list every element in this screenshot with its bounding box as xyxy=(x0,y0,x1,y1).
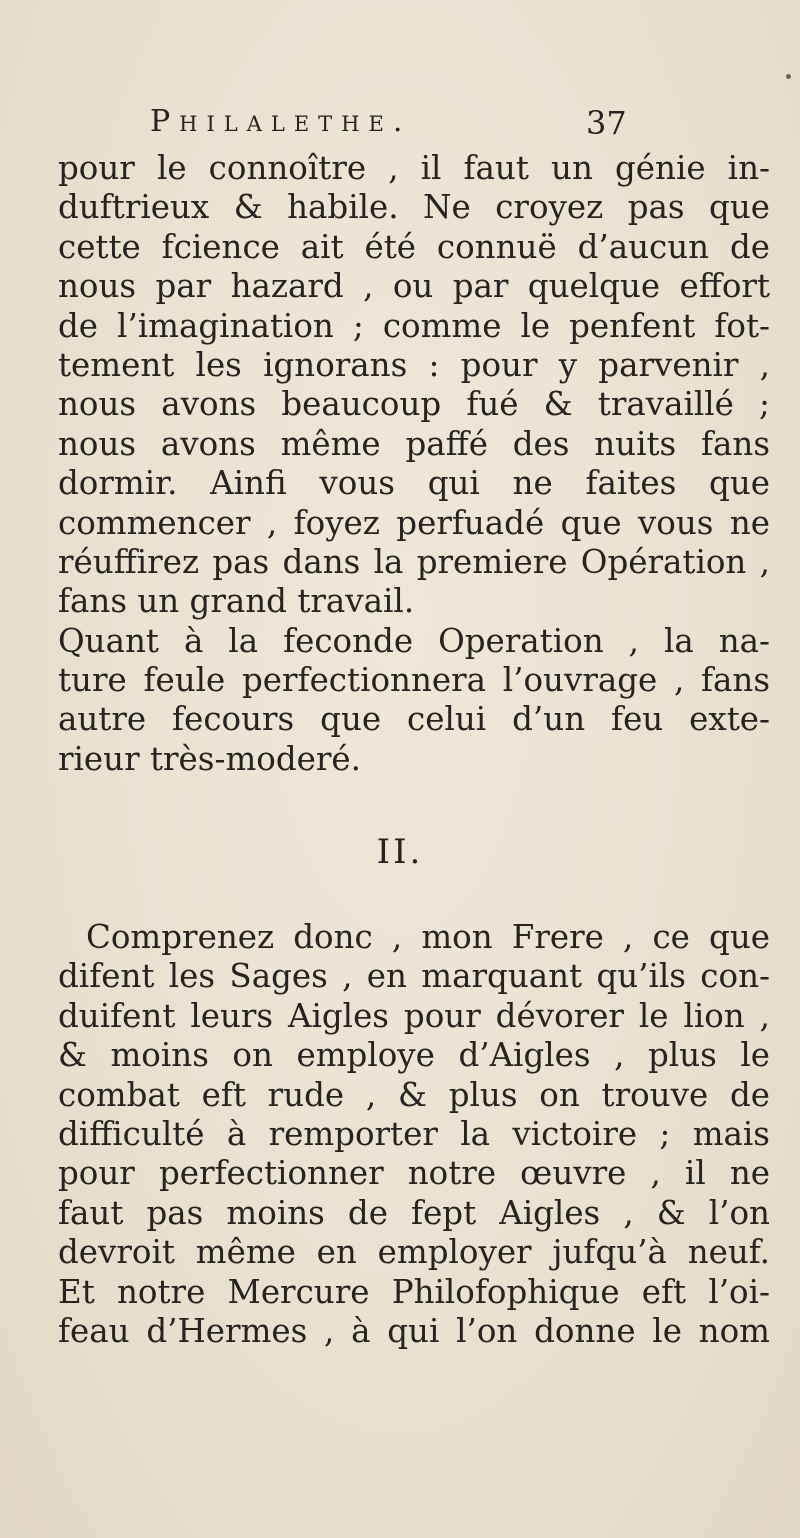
page-header xyxy=(0,100,800,150)
text-line: difent les Sages , en marquant qu’ils con- xyxy=(58,957,770,996)
text-line: de l’imagination ; comme le penfent fot- xyxy=(58,306,770,345)
text-line: duifent leurs Aigles pour dévorer le lion , xyxy=(58,996,770,1035)
text-line: devroit même en employer jufqu’à neuf. xyxy=(58,1233,770,1272)
text-line: réuffirez pas dans la premiere Opération , xyxy=(58,542,770,581)
section-number: II. xyxy=(376,832,424,872)
text-line: ture feule perfectionnera l’ouvrage , fans xyxy=(58,661,770,700)
text-line: fans un grand travail. xyxy=(58,582,415,621)
running-title: Philalethe. xyxy=(150,104,412,139)
text-line: rieur très-moderé. xyxy=(58,739,361,778)
text-line: combat eft rude , & plus on trouve de xyxy=(58,1075,770,1114)
text-line: duftrieux & habile. Ne croyez pas que xyxy=(58,188,770,227)
text-line: difficulté à remporter la victoire ; mais xyxy=(58,1114,770,1153)
text-line: autre fecours que celui d’un feu exte- xyxy=(58,700,770,739)
text-line: pour perfectionner notre œuvre , il ne xyxy=(58,1154,770,1193)
paragraph-section-two xyxy=(58,918,770,1351)
text-line: & moins on employe d’Aigles , plus le xyxy=(58,1036,770,1075)
text-line: commencer , foyez perfuadé que vous ne xyxy=(58,503,770,542)
text-line: pour le connoître , il faut un génie in- xyxy=(58,149,770,187)
text-line: nous avons même paffé des nuits fans xyxy=(58,424,770,463)
ink-speck xyxy=(786,74,791,79)
text-line: faut pas moins de fept Aigles , & l’on xyxy=(58,1193,770,1232)
text-line: feau d’Hermes , à qui l’on donne le nom xyxy=(58,1311,770,1350)
text-line: nous avons beaucoup fué & travaillé ; xyxy=(58,385,770,424)
text-line: tement les ignorans : pour y parvenir , xyxy=(58,345,770,384)
text-line: Et notre Mercure Philofophique eft l’oi- xyxy=(58,1272,770,1311)
page-number: 37 xyxy=(586,104,627,142)
text-line: Quant à la feconde Operation , la na- xyxy=(58,621,770,660)
text-line: nous par hazard , ou par quelque effort xyxy=(58,267,770,306)
text-line: Comprenez donc , mon Frere , ce que xyxy=(86,918,770,956)
text-line: dormir. Ainfi vous qui ne faites que xyxy=(58,464,770,503)
paragraph-continued xyxy=(58,149,770,779)
text-line: cette fcience ait été connuë d’aucun de xyxy=(58,227,770,266)
